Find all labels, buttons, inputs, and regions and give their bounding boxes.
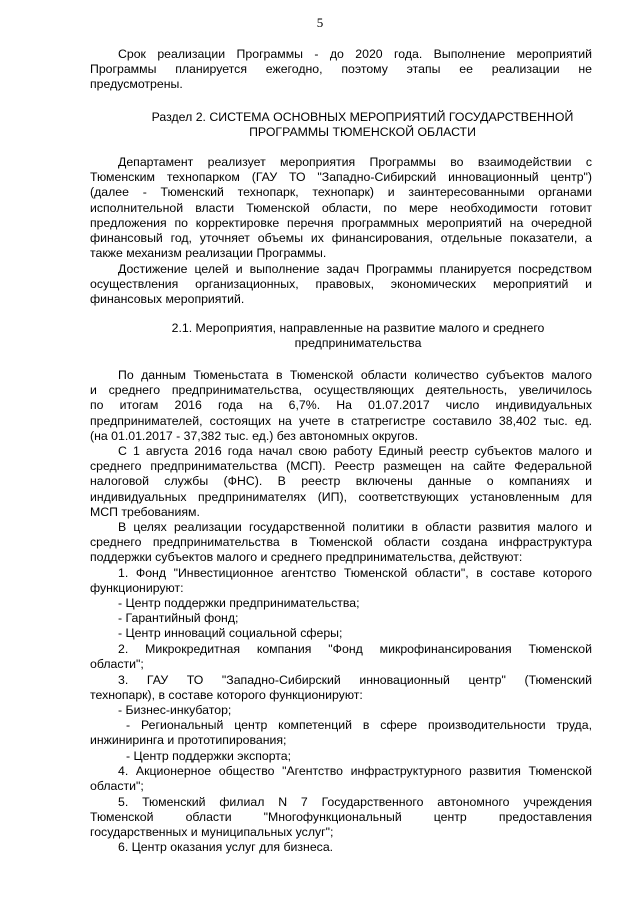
text-line: Тюменским технопарком (ГАУ ТО "Западно-Сибирский инновационный центр") bbox=[90, 170, 592, 185]
list-item-1-subitems bbox=[118, 596, 592, 642]
page-number: 5 bbox=[316, 15, 324, 30]
text-line: 1. Фонд "Инвестиционное агентство Тюменской области", в составе которого bbox=[118, 566, 592, 580]
text-line: По данным Тюменьстата в Тюменской области количество субъектов малого bbox=[118, 368, 592, 382]
sub-item: - Центр поддержки предпринимательства; bbox=[118, 596, 360, 610]
text-line: Программы планируется ежегодно, поэтому этапы ее реализации не bbox=[90, 62, 592, 77]
sub-item: - Центр инноваций социальной сферы; bbox=[118, 626, 343, 641]
text-line: В целях реализации государственной политики в области развития малого и bbox=[118, 520, 592, 534]
goals-paragraph bbox=[90, 262, 592, 308]
sub-item: - Гарантийный фонд; bbox=[118, 611, 239, 626]
text-line: функционируют: bbox=[90, 581, 184, 596]
text-line: Тюменской области "Многофункциональный центр предоставления bbox=[90, 810, 592, 825]
text-line: финансовых мероприятий. bbox=[90, 292, 245, 307]
text-line: предложения по корректировке перечня программных мероприятий на очередной bbox=[90, 215, 592, 230]
text-line: С 1 августа 2016 года начал свою работу Единый реестр субъектов малого и bbox=[118, 444, 592, 458]
text-line: Достижение целей и выполнение задач Программы планируется посредством bbox=[118, 262, 592, 276]
text-line: 4. Акционерное общество "Агентство инфраструктурного развития Тюменской bbox=[118, 764, 592, 778]
infrastructure-paragraph bbox=[90, 520, 592, 566]
text-line: (далее - Тюменский технопарк, технопарк) и заинтересованными органами bbox=[90, 185, 592, 200]
text-line: 2. Микрокредитная компания "Фонд микрофинансирования Тюменской bbox=[118, 642, 592, 656]
text-line: (на 01.01.2017 - 37,382 тыс. ед.) без автономных округов. bbox=[90, 428, 419, 443]
list-item-3 bbox=[90, 673, 592, 703]
subsection-heading bbox=[90, 321, 626, 351]
list-item-6 bbox=[90, 840, 592, 855]
text-line: финансовый год, уточняет объемы их финансирования, отдельные показатели, а bbox=[90, 231, 592, 246]
list-item-1 bbox=[90, 566, 592, 596]
heading-line: Раздел 2. СИСТЕМА ОСНОВНЫХ МЕРОПРИЯТИЙ ГОСУДАРСТВЕННОЙ bbox=[151, 110, 574, 124]
text-line: среднего предпринимательства в Тюменской области создана инфраструктура bbox=[90, 535, 592, 550]
sub-item: инжиниринга и прототипирования; bbox=[90, 733, 287, 748]
text-line: осуществления организационных, правовых, экономических мероприятий и bbox=[90, 277, 592, 292]
text-line: Срок реализации Программы - до 2020 года. Выполнение мероприятий bbox=[118, 47, 592, 61]
text-line: области"; bbox=[90, 779, 144, 794]
text-line: предусмотрены. bbox=[90, 77, 183, 92]
text-line: по итогам 2016 года на 6,7%. На 01.07.2017 число индивидуальных bbox=[90, 398, 592, 413]
text-line: налоговой службы (ФНС). В реестр включены данные о компаниях и bbox=[90, 474, 592, 489]
heading-line: ПРОГРАММЫ ТЮМЕНСКОЙ ОБЛАСТИ bbox=[249, 125, 476, 140]
text-line: предпринимателей, состоящих на учете в статрегистре составило 38,402 тыс. ед. bbox=[90, 413, 592, 428]
text-line: индивидуальных предпринимателях (ИП), соответствующих установленным для bbox=[90, 489, 592, 504]
section-heading bbox=[90, 110, 635, 140]
sub-item: - Центр поддержки экспорта; bbox=[126, 748, 292, 763]
text-line: также механизм реализации Программы. bbox=[90, 246, 327, 261]
registry-paragraph bbox=[90, 444, 592, 520]
stats-paragraph bbox=[90, 368, 592, 444]
list-item-3-subitems bbox=[90, 703, 592, 764]
text-line: Департамент реализует мероприятия Программы во взаимодействии с bbox=[118, 155, 592, 169]
sub-item: - Региональный центр компетенций в сфере производительности труда, bbox=[126, 718, 592, 733]
intro-paragraph bbox=[90, 47, 592, 93]
list-item-2 bbox=[90, 642, 592, 672]
text-line: поддержки субъектов малого и среднего предпринимательства, действуют: bbox=[90, 550, 523, 565]
text-line: среднего предпринимательства (МСП). Реестр размещен на сайте Федеральной bbox=[90, 459, 592, 474]
department-paragraph bbox=[90, 155, 592, 261]
list-item-5 bbox=[90, 795, 592, 841]
heading-line: предпринимательства bbox=[294, 336, 422, 351]
text-line: 6. Центр оказания услуг для бизнеса. bbox=[118, 840, 334, 854]
text-line: 3. ГАУ ТО "Западно-Сибирский инновационный центр" (Тюменский bbox=[118, 673, 592, 687]
text-line: 5. Тюменский филиал N 7 Государственного автономного учреждения bbox=[118, 795, 592, 809]
list-item-4 bbox=[90, 764, 592, 794]
text-line: технопарк), в составе которого функционируют: bbox=[90, 688, 363, 703]
text-line: государственных и муниципальных услуг"; bbox=[90, 825, 334, 840]
text-line: МСП требованиям. bbox=[90, 504, 200, 519]
text-line: области"; bbox=[90, 657, 144, 672]
sub-item: - Бизнес-инкубатор; bbox=[118, 703, 232, 717]
text-line: исполнительной власти Тюменской области, по мере необходимости готовит bbox=[90, 200, 592, 215]
text-line: и среднего предпринимательства, осуществляющих деятельность, увеличилось bbox=[90, 383, 592, 398]
heading-line: 2.1. Мероприятия, направленные на развитие малого и среднего bbox=[171, 321, 545, 335]
